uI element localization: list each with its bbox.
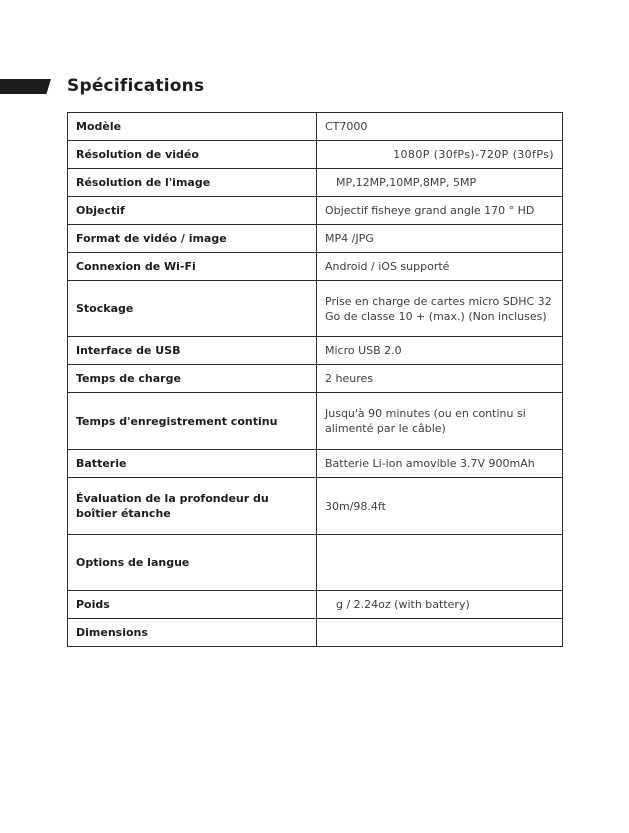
spec-label: Interface de USB bbox=[68, 337, 317, 365]
spec-value: CT7000 bbox=[317, 113, 563, 141]
spec-value: Prise en charge de cartes micro SDHC 32 Go de classe 10 + (max.) (Non incluses) bbox=[317, 281, 563, 337]
spec-value: 2 heures bbox=[317, 365, 563, 393]
spec-label: Évaluation de la profondeur du boîtier étanche bbox=[68, 478, 317, 535]
table-row bbox=[68, 253, 563, 281]
spec-value bbox=[317, 535, 563, 591]
section-tab-marker bbox=[0, 79, 51, 94]
spec-label: Stockage bbox=[68, 281, 317, 337]
spec-value: Micro USB 2.0 bbox=[317, 337, 563, 365]
spec-label: Résolution de vidéo bbox=[68, 141, 317, 169]
table-row bbox=[68, 619, 563, 647]
spec-label: Dimensions bbox=[68, 619, 317, 647]
spec-value: MP,12MP,10MP,8MP, 5MP bbox=[317, 169, 563, 197]
spec-value: Android / iOS supporté bbox=[317, 253, 563, 281]
page-title: Spécifications bbox=[67, 76, 205, 96]
table-row bbox=[68, 197, 563, 225]
spec-label: Temps d'enregistrement continu bbox=[68, 393, 317, 450]
spec-value: MP4 /JPG bbox=[317, 225, 563, 253]
spec-label: Poids bbox=[68, 591, 317, 619]
spec-label: Temps de charge bbox=[68, 365, 317, 393]
spec-label: Batterie bbox=[68, 450, 317, 478]
table-row bbox=[68, 337, 563, 365]
spec-value: 1080P (30fPs)-720P (30fPs) bbox=[317, 141, 563, 169]
table-row bbox=[68, 535, 563, 591]
spec-value: 30m/98.4ft bbox=[317, 478, 563, 535]
spec-label: Connexion de Wi-Fi bbox=[68, 253, 317, 281]
table-row bbox=[68, 169, 563, 197]
table-row bbox=[68, 450, 563, 478]
table-row bbox=[68, 225, 563, 253]
table-row bbox=[68, 365, 563, 393]
spec-value: g / 2.24oz (with battery) bbox=[317, 591, 563, 619]
table-row bbox=[68, 141, 563, 169]
specifications-table bbox=[67, 112, 563, 647]
table-row bbox=[68, 281, 563, 337]
spec-label: Format de vidéo / image bbox=[68, 225, 317, 253]
spec-label: Options de langue bbox=[68, 535, 317, 591]
table-row bbox=[68, 478, 563, 535]
table-row bbox=[68, 393, 563, 450]
spec-value bbox=[317, 619, 563, 647]
table-row bbox=[68, 591, 563, 619]
spec-value: Batterie Li-ion amovible 3.7V 900mAh bbox=[317, 450, 563, 478]
spec-label: Modèle bbox=[68, 113, 317, 141]
spec-value: Objectif fisheye grand angle 170 ° HD bbox=[317, 197, 563, 225]
table-row bbox=[68, 113, 563, 141]
spec-label: Résolution de l'image bbox=[68, 169, 317, 197]
spec-value: Jusqu'à 90 minutes (ou en continu si alimenté par le câble) bbox=[317, 393, 563, 450]
spec-label: Objectif bbox=[68, 197, 317, 225]
